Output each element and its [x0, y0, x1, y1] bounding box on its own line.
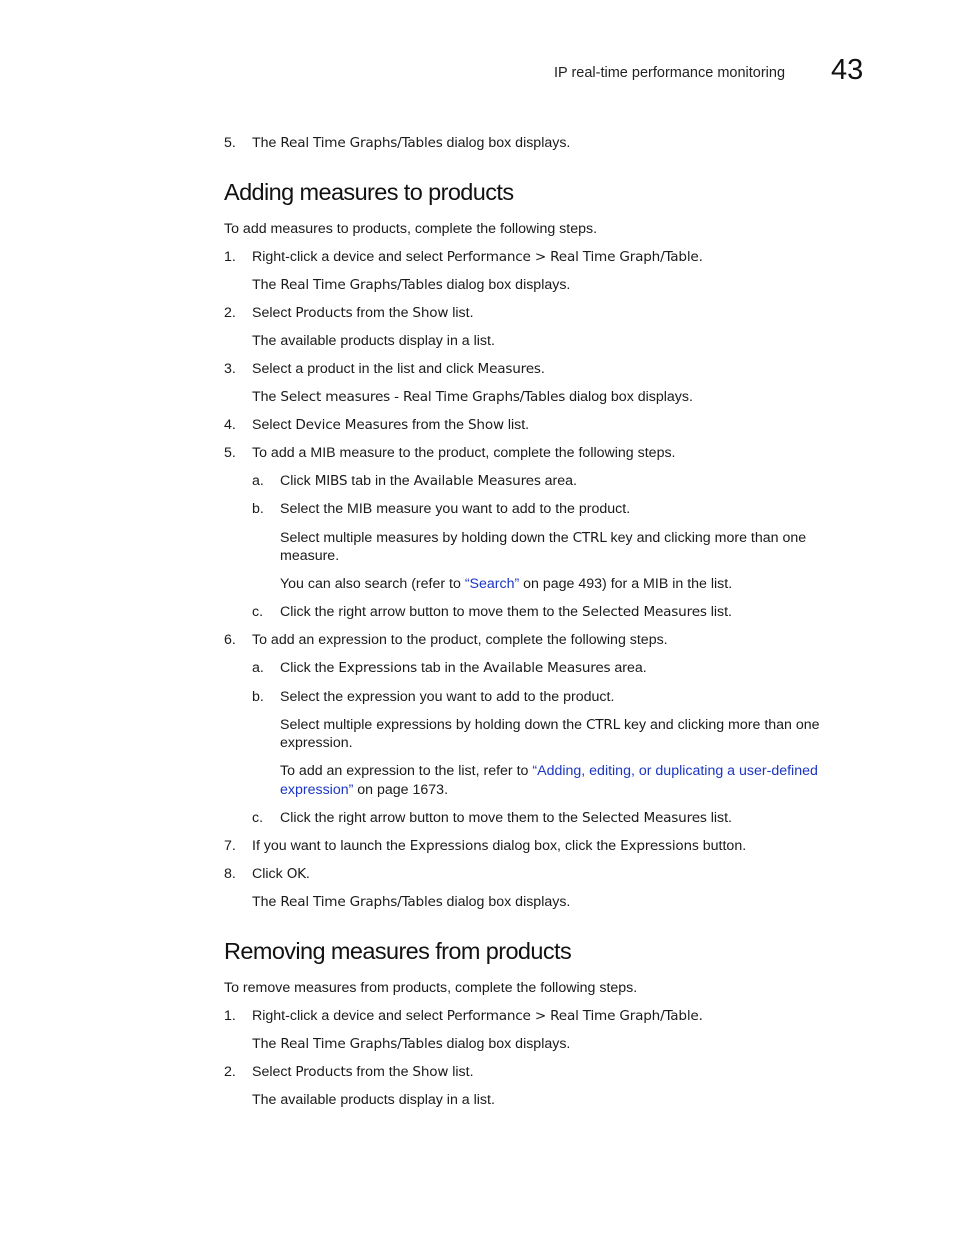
step-result: The Select measures - Real Time Graphs/Tables dialog box displays.: [252, 389, 693, 405]
substep-text: Click the Expressions tab in the Available Measures area.: [280, 660, 647, 676]
expression-link[interactable]: “Adding, editing, or duplicating a user-defined: [532, 763, 818, 779]
step-text: Select Products from the Show list.: [252, 1064, 474, 1080]
substep-letter: a.: [252, 660, 264, 676]
substep-note: You can also search (refer to “Search” on page 493) for a MIB in the list.: [280, 576, 733, 592]
running-title: IP real-time performance monitoring: [554, 65, 786, 81]
substep-text: Click the right arrow button to move them to the Selected Measures list.: [280, 604, 732, 620]
substep-note-cont: measure.: [280, 548, 340, 564]
substep-text: Select the expression you want to add to the product.: [280, 689, 615, 705]
substep-letter: c.: [252, 810, 264, 826]
substep-letter: b.: [252, 501, 264, 517]
step-result: The available products display in a list.: [252, 1092, 495, 1108]
substep-note: To add an expression to the list, refer to “Adding, editing, or duplicating a user-defined: [280, 763, 818, 779]
step-text: Click OK.: [252, 866, 310, 882]
step-number: 5.: [224, 135, 236, 151]
section-heading-adding: Adding measures to products: [224, 179, 514, 205]
substep-letter: c.: [252, 604, 264, 620]
step-text: To add an expression to the product, complete the following steps.: [252, 632, 668, 648]
substep-text: Click MIBS tab in the Available Measures area.: [280, 473, 577, 489]
substep-text: Select the MIB measure you want to add to the product.: [280, 501, 631, 517]
step-result: The Real Time Graphs/Tables dialog box displays.: [252, 1036, 571, 1052]
step-text: Right-click a device and select Performance > Real Time Graph/Table.: [252, 1008, 703, 1024]
search-link[interactable]: “Search”: [464, 576, 520, 592]
step-number: 5.: [224, 445, 236, 461]
step-number: 2.: [224, 305, 236, 321]
step-number: 1.: [224, 1008, 236, 1024]
substep-note: Select multiple measures by holding down the CTRL key and clicking more than one: [280, 530, 807, 546]
step-result: The Real Time Graphs/Tables dialog box displays.: [252, 894, 571, 910]
step-text: Select a product in the list and click Measures.: [252, 361, 545, 377]
step-result: The available products display in a list.: [252, 333, 495, 349]
step-result: The Real Time Graphs/Tables dialog box displays.: [252, 277, 571, 293]
section-intro: To remove measures from products, complete the following steps.: [224, 980, 638, 996]
step-text: The Real Time Graphs/Tables dialog box displays.: [252, 135, 571, 151]
step-number: 8.: [224, 866, 236, 882]
step-number: 1.: [224, 249, 236, 265]
step-text: If you want to launch the Expressions dialog box, click the Expressions button.: [252, 838, 747, 854]
substep-letter: b.: [252, 689, 264, 705]
step-text: Select Device Measures from the Show list.: [252, 417, 530, 433]
substep-note: Select multiple expressions by holding down the CTRL key and clicking more than one: [280, 717, 820, 733]
chapter-number: 43: [831, 54, 864, 86]
step-number: 2.: [224, 1064, 236, 1080]
step-text: To add a MIB measure to the product, complete the following steps.: [252, 445, 676, 461]
substep-letter: a.: [252, 473, 264, 489]
section-heading-removing: Removing measures from products: [224, 938, 572, 964]
expression-link-cont[interactable]: expression”: [280, 782, 354, 798]
substep-note-cont: expression.: [280, 735, 353, 751]
step-text: Right-click a device and select Performance > Real Time Graph/Table.: [252, 249, 703, 265]
step-number: 4.: [224, 417, 236, 433]
section-intro: To add measures to products, complete the following steps.: [224, 221, 598, 237]
step-text: Select Products from the Show list.: [252, 305, 474, 321]
step-number: 7.: [224, 838, 236, 854]
step-number: 6.: [224, 632, 236, 648]
substep-note-cont: expression” on page 1673.: [280, 782, 449, 798]
substep-text: Click the right arrow button to move them to the Selected Measures list.: [280, 810, 732, 826]
step-number: 3.: [224, 361, 236, 377]
